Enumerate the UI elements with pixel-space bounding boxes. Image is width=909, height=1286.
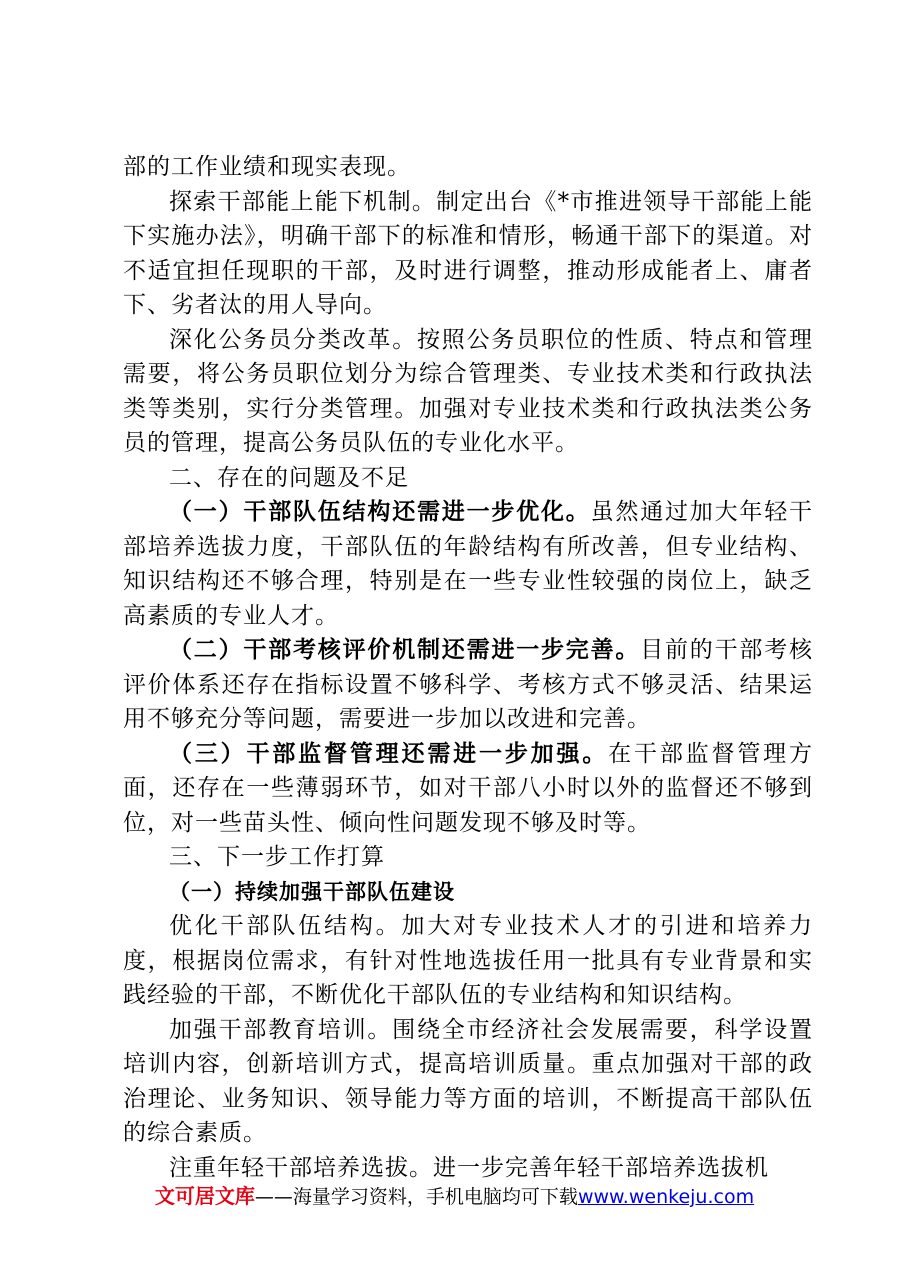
section-heading-problems: 二、存在的问题及不足 [169, 464, 409, 491]
section-heading-next-steps: 三、下一步工作打算 [169, 844, 385, 870]
issue-structure-lead: （一）干部队伍结构还需进一步优化。 [169, 498, 591, 525]
issue-evaluation-lead: （二）干部考核评价机制还需进一步完善。 [169, 636, 641, 663]
footer-brand: 文可居文库 [154, 1184, 255, 1208]
paragraph-civil-servant-reform: 深化公务员分类改革。按照公务员职位的性质、特点和管理需要，将公务员职位划分为综合管理类、专业技术类和行政执法类等类别，实行分类管理。加强对专业技术类和行政执法类公务员的管理，提高公务员队伍的专业化水平。 [123, 326, 813, 456]
paragraph-continued: 部的工作业绩和现实表现。 [123, 154, 411, 180]
footer-tagline: ——海量学习资料，手机电脑均可下载 [254, 1186, 578, 1208]
document-body [123, 150, 813, 1185]
issue-supervision-body: 在干部监督管理方面，还存在一些薄弱环节，如对干部八小时以外的监督还不够到位，对一些苗头性、倾向性问题发现不够及时等。 [123, 740, 814, 836]
paragraph-issue-structure [123, 495, 813, 633]
issue-supervision-lead: （三）干部监督管理还需进一步加强。 [169, 739, 609, 767]
paragraph-issue-supervision [123, 737, 813, 841]
paragraph-optimize-structure: 优化干部队伍结构。加大对专业技术人才的引进和培养力度，根据岗位需求，有针对性地选拔任用一批具有专业背景和实践经验的干部，不断优化干部队伍的专业结构和知识结构。 [123, 913, 813, 1008]
paragraph-promotion-demotion: 探索干部能上能下机制。制定出台《*市推进领导干部能上能下实施办法》，明确干部下的标准和情形，畅通干部下的渠道。对不适宜担任现职的干部，及时进行调整，推动形成能者上、庸者下、劣者汰的用人导向。 [123, 188, 813, 318]
page-footer [0, 1182, 909, 1211]
paragraph-issue-evaluation [123, 633, 813, 737]
subsection-heading-team-building: （一）持续加强干部队伍建设 [169, 879, 455, 904]
paragraph-young-cadres: 注重年轻干部培养选拔。进一步完善年轻干部培养选拔机 [169, 1154, 769, 1181]
paragraph-training: 加强干部教育培训。围绕全市经济社会发展需要，科学设置培训内容，创新培训方式，提高培训质量。重点加强对干部的政治理论、业务知识、领导能力等方面的培训，不断提高干部队伍的综合素质。 [123, 1016, 813, 1146]
issue-structure-body: 虽然通过加大年轻干部培养选拔力度，干部队伍的年龄结构有所改善，但专业结构、知识结构还不够合理，特别是在一些专业性较强的岗位上，缺乏高素质的专业人才。 [123, 499, 814, 629]
issue-evaluation-body: 目前的干部考核评价体系还存在指标设置不够科学、考核方式不够灵活、结果运用不够充分等问题，需要进一步加以改进和完善。 [123, 637, 814, 732]
footer-link[interactable]: www.wenkeju.com [577, 1186, 755, 1208]
